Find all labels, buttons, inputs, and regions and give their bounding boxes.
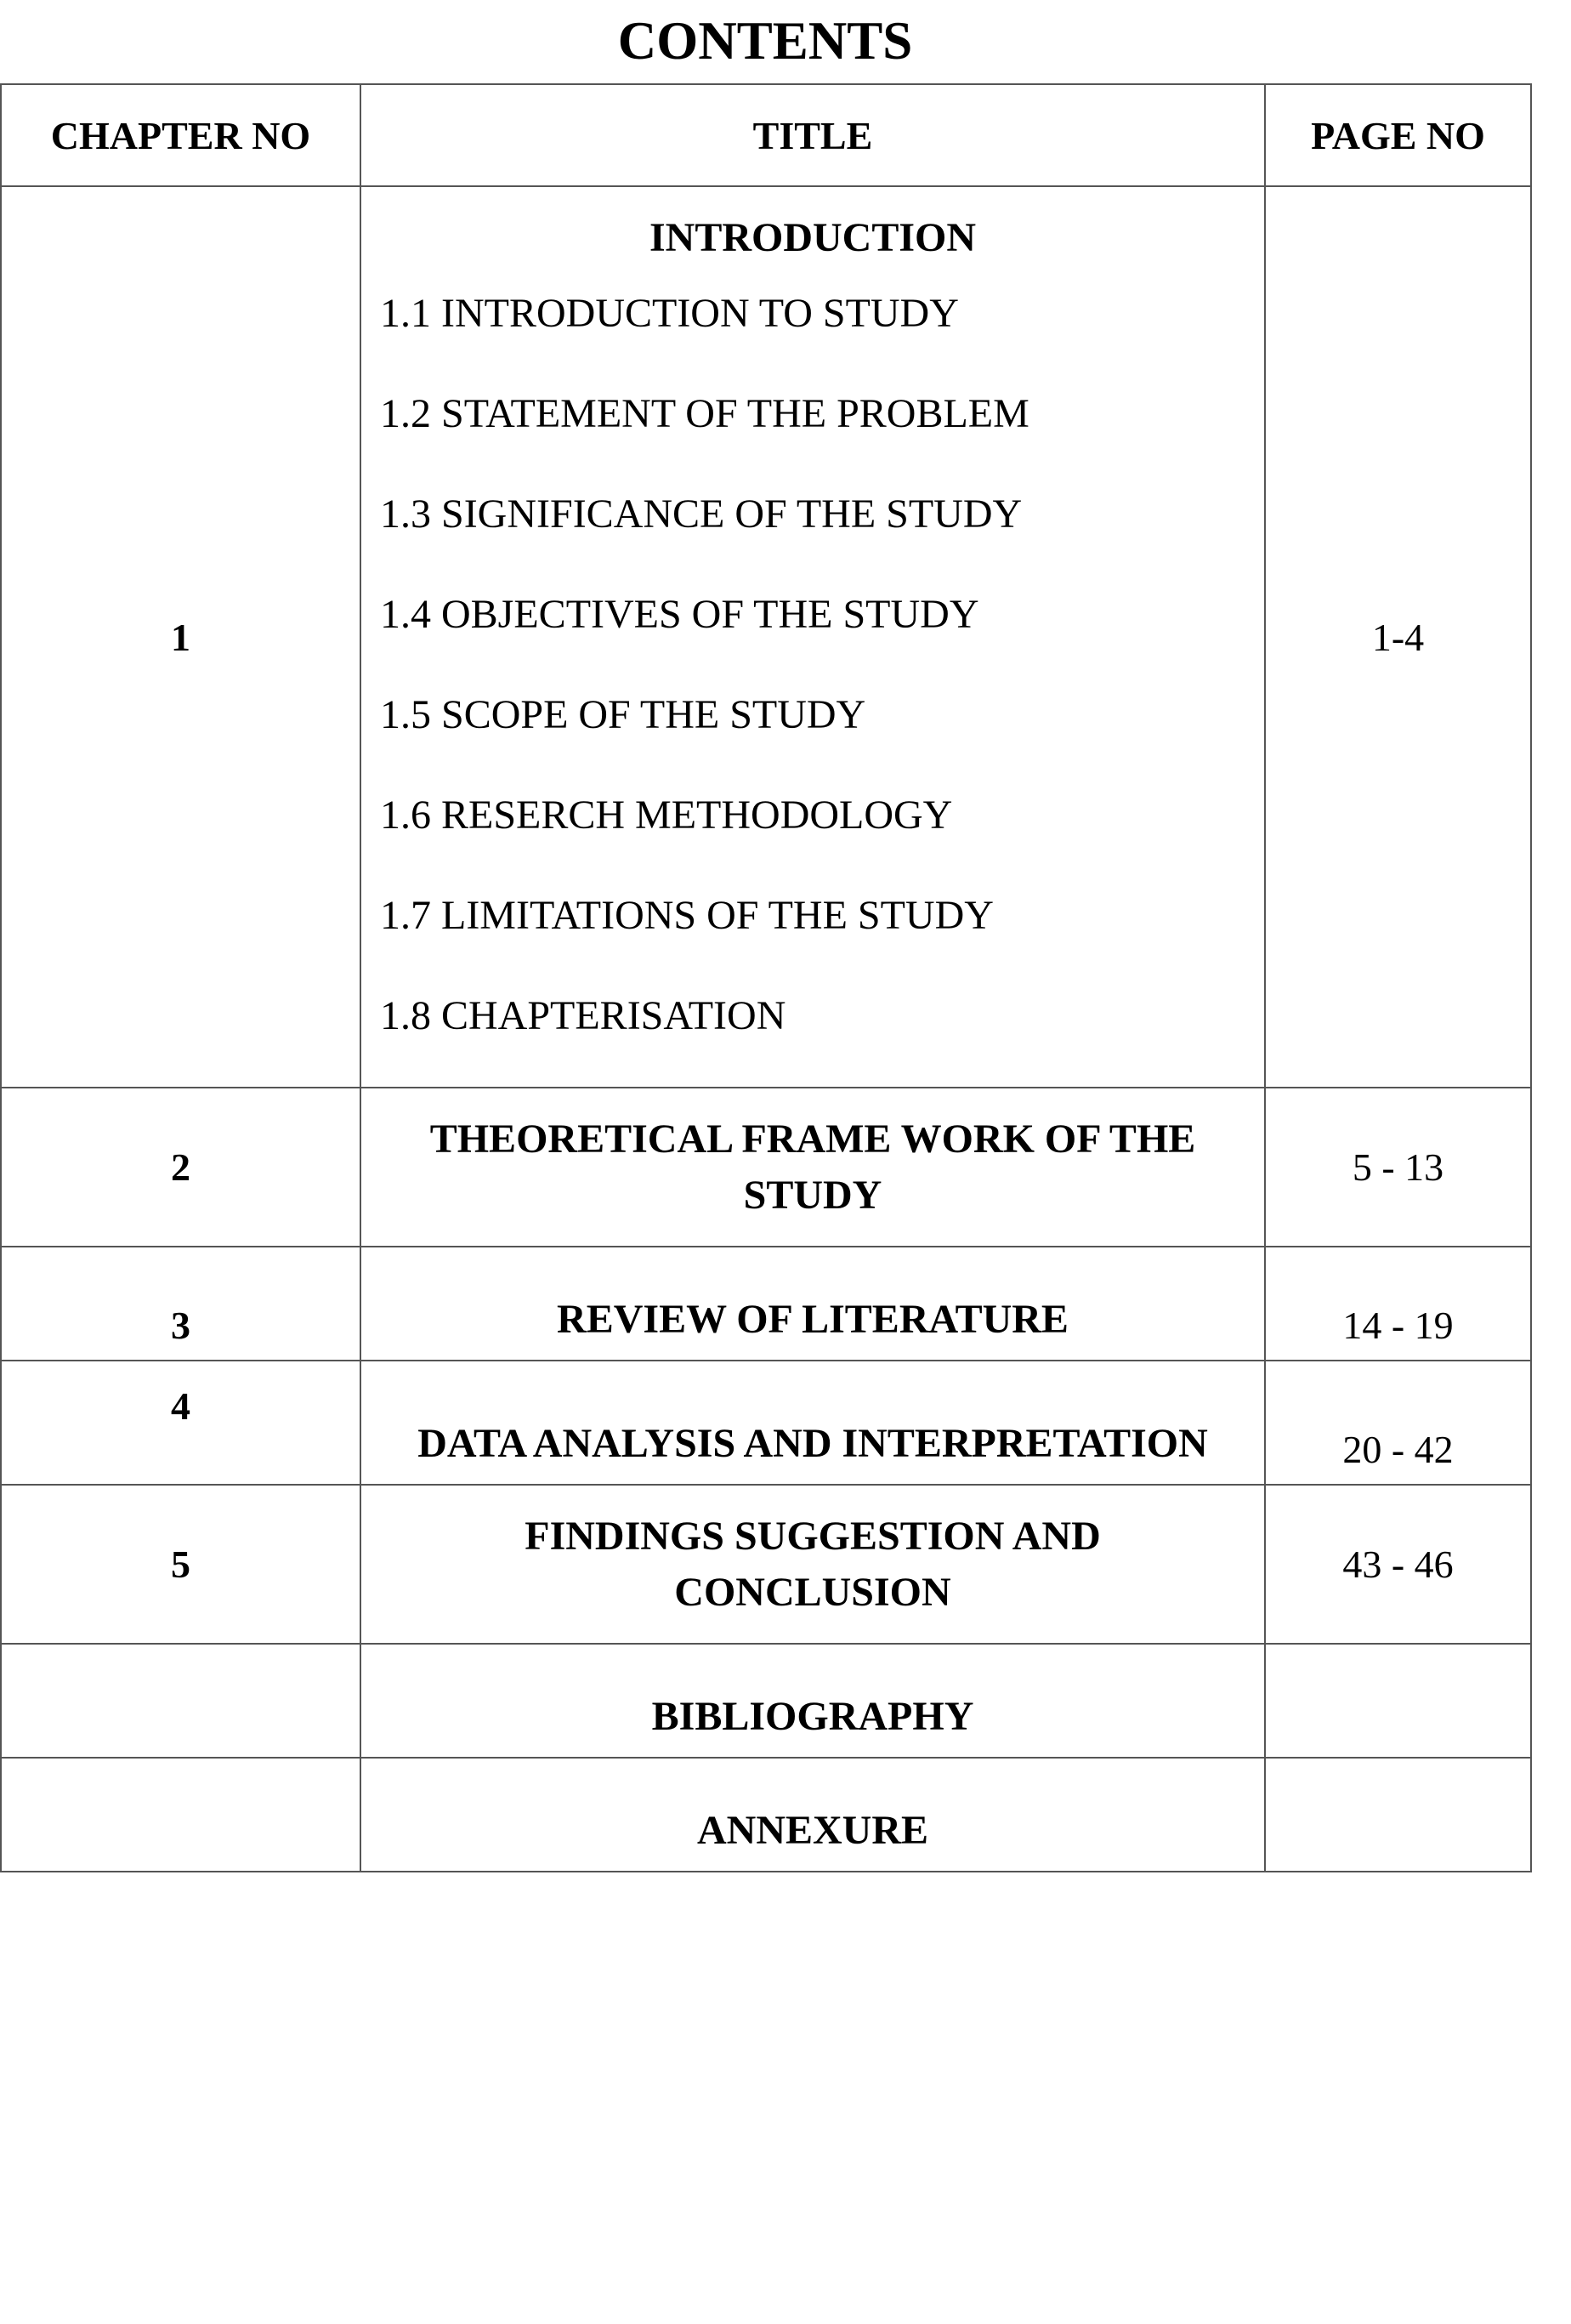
chapter-title-line: STUDY (743, 1172, 882, 1218)
chapter-title: REVIEW OF LITERATURE (360, 1247, 1265, 1361)
page-range: 20 - 42 (1265, 1361, 1531, 1485)
page-range: 14 - 19 (1265, 1247, 1531, 1361)
table-row (1, 1758, 1531, 1872)
chapter-title-cell (360, 186, 1265, 1088)
table-row (1, 1247, 1531, 1361)
page-title: CONTENTS (617, 11, 913, 71)
column-header-page-no: PAGE NO (1265, 84, 1531, 186)
table-header-row (1, 84, 1531, 186)
chapter-title: BIBLIOGRAPHY (360, 1644, 1265, 1758)
chapter-number: 1 (1, 186, 360, 1088)
chapter-title-line: CONCLUSION (674, 1569, 951, 1615)
chapter-title: ANNEXURE (360, 1758, 1265, 1872)
column-header-chapter-no: CHAPTER NO (1, 84, 360, 186)
section-item: 1.8 CHAPTERISATION (380, 993, 786, 1038)
table-row (1, 1644, 1531, 1758)
chapter-title-line: FINDINGS SUGGESTION AND (525, 1513, 1101, 1559)
page-range: 43 - 46 (1265, 1485, 1531, 1644)
section-item: 1.4 OBJECTIVES OF THE STUDY (380, 592, 979, 637)
table-row (1, 1088, 1531, 1247)
chapter-title: DATA ANALYSIS AND INTERPRETATION (360, 1361, 1265, 1485)
page-range: 1-4 (1265, 186, 1531, 1088)
page-range (1265, 1758, 1531, 1872)
chapter-title: INTRODUCTION (649, 215, 977, 260)
section-list (361, 264, 1264, 1075)
section-item: 1.2 STATEMENT OF THE PROBLEM (380, 391, 1029, 436)
chapter-number: 3 (1, 1247, 360, 1361)
chapter-title-line: THEORETICAL FRAME WORK OF THE (429, 1116, 1196, 1162)
chapter-number (1, 1644, 360, 1758)
contents-table (0, 83, 1532, 1872)
chapter-number (1, 1758, 360, 1872)
section-item: 1.7 LIMITATIONS OF THE STUDY (380, 893, 994, 938)
section-item: 1.1 INTRODUCTION TO STUDY (380, 291, 959, 336)
chapter-number: 4 (1, 1361, 360, 1485)
chapter-title (360, 1088, 1265, 1247)
section-item: 1.6 RESERCH METHODOLOGY (380, 793, 953, 838)
page-range: 5 - 13 (1265, 1088, 1531, 1247)
column-header-title: TITLE (360, 84, 1265, 186)
chapter-number: 5 (1, 1485, 360, 1644)
chapter-number: 2 (1, 1088, 360, 1247)
section-item: 1.5 SCOPE OF THE STUDY (380, 692, 866, 737)
table-row (1, 1485, 1531, 1644)
chapter-title (360, 1485, 1265, 1644)
table-row (1, 186, 1531, 1088)
page-range (1265, 1644, 1531, 1758)
section-item: 1.3 SIGNIFICANCE OF THE STUDY (380, 492, 1023, 537)
table-row (1, 1361, 1531, 1485)
